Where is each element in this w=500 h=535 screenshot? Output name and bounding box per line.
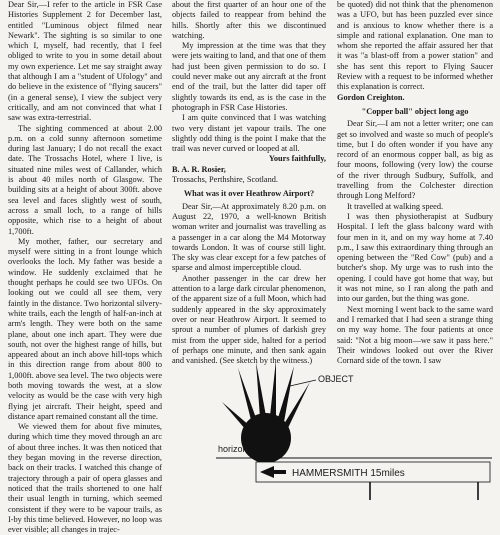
address: Trossachs, Perthshire, Scotland. [172, 175, 278, 185]
letter-heading: What was it over Heathrow Airport? [183, 189, 315, 199]
paragraph: Another passenger in the car drew her attention to a large dark circular phenomenon, of the apparent size of a full Moon, which had suddenly appeared in the sky approximately over or near Heathrow Airport. It seemed to sprout a number of plumes of darkish grey mist from the upper side, halted for a period of perhaps one minute, and then sank again and vanished. (See sketch by the witness.) [172, 273, 326, 366]
paragraph: The sighting commenced at about 2.00 p.m. on a cold sunny afternoon sometime during last January; I do not recall the exact date. The Trossachs Hotel, where I live, is situated nine miles west of Callander, which is about 40 miles north of Glasgow. The building sits at a height of about 300ft. above sea level and faces slightly west of south, across a small loch, to a range of hills opposite, which rise to a height of about 1,700ft. [8, 123, 162, 236]
signature: Gordon Creighton. [337, 92, 405, 102]
paragraph: My mother, father, our secretary and myself were sitting in a front lounge which overlooks the loch. My father was beside a window. He suddenly exclaimed that he thought perhaps he could see two UFOs. On looking out we could all see them, very faintly in the distance. Two horizontal silvery-white trails, each the length of half-an-inch at arm's length. They were both on the same plane, about one inch apart. They were due south, not over the highest range of hills, but appeared about an inch above hill-tops which in this direction range from about 800 to 1,000ft. above sea level. The two objects were both moving towards the west, at a slow velocity as would be the case with very high flying jet aircraft. Their height, speed and distance apart remained constant all the time. [8, 236, 162, 421]
column-middle [172, 0, 326, 366]
paragraph: Dear Sir,—I refer to the article in FSR Case Histories Supplement 2 for December last, entitled "Luminous object filmed near Newark". The sighting is so similar to one which I, myself, had recently, that I feel obliged to write to you in some detail about my own experience. Let me say straight away that although I am a "student of Ufology" and do believe in the existence of "flying saucers" (in a general sense), I view the subject very critically, and am not convinced that what I saw was extra-terrestrial. [8, 0, 162, 123]
paragraph: Next morning I went back to the same ward and I remarked that I had seen a strange thing on my way home. The four patients at once said: "Not a big moon—we saw it pass here." Their windows looked out over the River Cornard side of the town. I saw [337, 304, 493, 366]
sketch-svg [216, 358, 492, 500]
paragraph: I am quite convinced that I was watching two very distant jet vapour trails. The one slightly odd thing is the point I make that the trail was never curved or looped at all. [172, 113, 326, 154]
paragraph: It travelled at walking speed. [347, 201, 444, 211]
dark-object [241, 413, 291, 463]
signature: B. A. R. Rosier, [172, 164, 226, 174]
paragraph: My impression at the time was that they were jets waiting to land, and that one of them had just been given permission to do so. I could never make out any aircraft at the front end of the trail, but the latter did taper off slightly towards its end, as is the case in the photograph in FSR Case Histories. [172, 41, 326, 112]
witness-sketch [216, 358, 492, 500]
paragraph: Dear Sir,—At approximately 8.20 p.m. on August 22, 1970, a well-known British woman writer and journalist was travelling as a passenger in a car along the M4 Motorway towards London. It was of course still light. The sky was clear except for a few patches of sparse and almost imperceptible cloud. [172, 201, 326, 273]
object-label: OBJECT [318, 374, 354, 384]
paragraph: Dear Sir,—I am not a letter writer; one can get so involved and waste so much of people's time, but I do often wonder if you have any record of an enormous copper ball, as big as four moons, following (very low) the course of the river through Sudbury, Suffolk, and travelling from the Colchester direction through Long Melford? [337, 119, 493, 201]
column-right [337, 0, 493, 366]
paragraph: I was then physiotherapist at Sudbury Hospital. I left the glass balcony ward with four men in it, and on my way home at 7.40 p.m., I saw this extraordinary thing through an opening between the "Red Cow" (pub) and a butcher's shop. My urge was to rush into the opening. I could have got home that way, but it was not mine, so I ran along the path and into our garden, but the thing was gone. [337, 211, 493, 304]
signoff: Yours faithfully, [268, 154, 326, 164]
column-left [8, 0, 162, 535]
horizon-label: horizon [218, 444, 248, 454]
label-pointer [290, 380, 316, 386]
sign-label: HAMMERSMITH 15miles [292, 468, 405, 479]
paragraph: be quoted) did not think that the phenomenon was a UFO, but has been puzzled ever since and is anxious to know whether there is a simple and rational explanation. One man to whom she reported the affair assured her that it was "a blast-off from a power station" and she has sent this report to Flying Saucer Review with a request to be informed whether this explanation is correct. [337, 0, 493, 92]
paragraph: about the first quarter of an hour one of the objects failed to reappear from behind the hills. Shortly after this we discontinued watching. [172, 0, 326, 40]
paragraph: We viewed them for about five minutes, during which time they moved through an arc of about three inches. It was then noticed that they began moving in the reverse direction, back on their tracks. I watched this change of trajectory through a pair of opera glasses and noticed that the trails shortened to one half their usual length in turning, which seemed consistent if they were to be vapour trails, as I-by this time believed. However, no loop was ever visible; all changes in trajec- [8, 422, 162, 535]
letter-heading: "Copper ball" object long ago [361, 106, 469, 116]
